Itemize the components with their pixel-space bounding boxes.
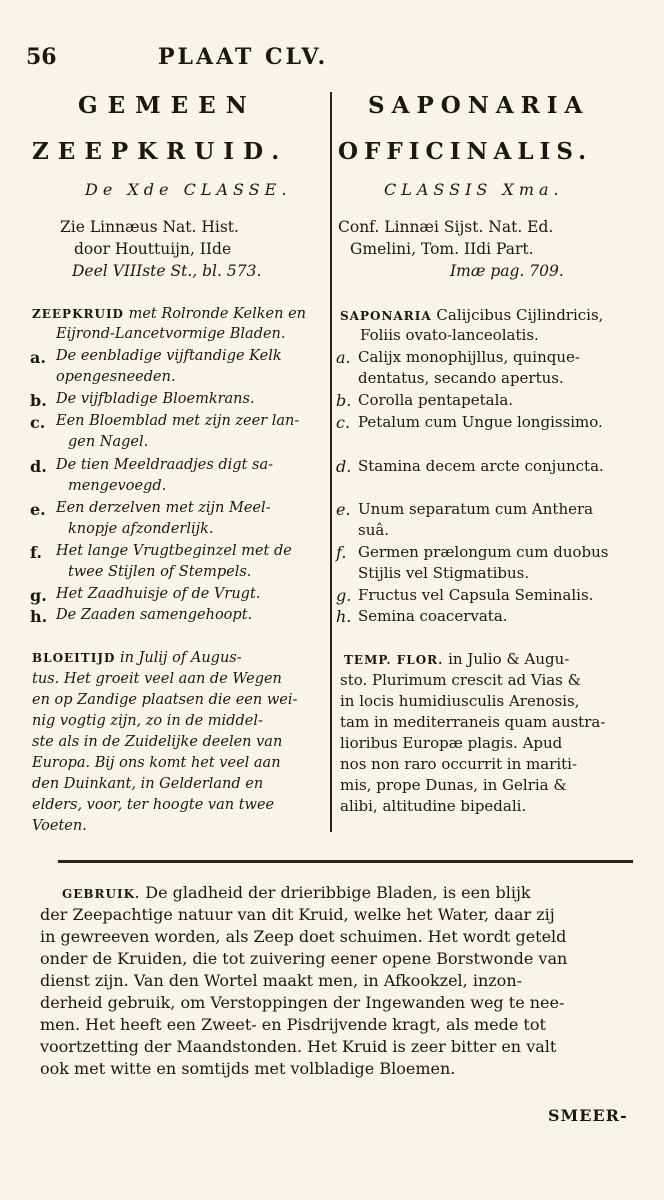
plate-title: PLAAT CLV. [158,44,329,70]
gebruik-line-0 [62,882,531,906]
left-item-label-c: c. [30,413,46,432]
right-item-label-g: g. [336,586,352,605]
left-ref-1: Zie Linnæus Nat. Hist. [60,218,239,236]
right-item-f-line1: Germen prælongum cum duobus [358,543,609,561]
gebruik-line-8: ook met witte en somtijds met volbladige Bloemen. [40,1059,456,1078]
right-item-e-line1: Unum separatum cum Anthera [358,500,594,518]
left-item-label-a: a. [30,348,46,367]
right-item-b-line1: Corolla pentapetala. [358,391,514,409]
gebruik-line-1: der Zeepachtige natuur van dit Kruid, welke het Water, daar zij [40,905,555,924]
left-item-h-line1: De Zaaden samengehoopt. [56,607,253,623]
bloei-line-4: ste als in de Zuidelijke deelen van [32,734,283,750]
right-classis: CLASSIS Xma. [384,180,564,199]
bloei-line-0 [32,650,242,666]
right-item-a-line1: Calijx monophijllus, quinque- [358,348,580,366]
left-item-b-line1: De vijfbladige Bloemkrans. [56,391,255,407]
left-item-label-e: e. [30,500,46,519]
left-desc-2: Eijrond-Lancetvormige Bladen. [56,326,286,342]
left-ref-2: door Houttuijn, IIde [74,240,232,258]
left-item-g-line1: Het Zaadhuisje of de Vrugt. [56,586,261,602]
bloei-line-2: en op Zandige plaatsen die een wei- [32,692,298,708]
section-rule [58,860,633,863]
right-desc-lead: SAPONARIA [340,309,432,323]
right-item-label-h: h. [336,607,352,626]
right-item-label-a: a. [336,348,351,367]
left-item-a-line1: De eenbladige vijftandige Kelk [56,348,282,364]
column-divider [330,92,332,832]
bloei-line-8: Voeten. [32,818,87,834]
left-desc-1 [32,306,306,322]
right-item-f-line2: Stijlis vel Stigmatibus. [358,564,530,582]
left-item-f-line1: Het lange Vrugtbeginzel met de [56,543,292,559]
left-desc-line1: met Rolronde Kelken en [128,306,306,322]
gebruik-text-0: De gladheid der drieribbige Bladen, is een blijk [145,883,531,902]
left-desc-lead: ZEEPKRUID [32,307,124,321]
left-item-label-d: d. [30,457,47,476]
left-item-d-line1: De tien Meeldraadjes digt sa- [56,457,273,473]
bloei-line-7: elders, voor, ter hoogte van twee [32,797,275,813]
left-item-label-f: f. [30,543,42,562]
temp-line-2: in locis humidiusculis Arenosis, [340,692,580,710]
right-desc-1 [340,306,603,324]
bloei-line-5: Europa. Bij ons komt het veel aan [32,755,281,771]
right-ref-2: Gmelini, Tom. IIdi Part. [350,240,534,258]
bloei-line-3: nig vogtig zijn, zo in de middel- [32,713,263,729]
right-item-h-line1: Semina coacervata. [358,607,508,625]
temp-line-5: nos non raro occurrit in mariti- [340,755,578,773]
left-item-a-line2: opengesneeden. [56,369,176,385]
right-item-label-f: f. [336,543,347,562]
right-name-line1: SAPONARIA [368,92,590,119]
bloei-line-6: den Duinkant, in Gelderland en [32,776,264,792]
left-item-e-line1: Een derzelven met zijn Meel- [56,500,271,516]
left-item-d-line2: mengevoegd. [68,478,167,494]
right-item-label-d: d. [336,457,352,476]
temp-line-7: alibi, altitudine bipedali. [340,797,527,815]
gebruik-line-3: onder de Kruiden, die tot zuivering eener opene Borstwonde van [40,949,568,968]
gebruik-line-4: dienst zijn. Van den Wortel maakt men, in Afkookzel, inzon- [40,971,523,990]
right-name-line2: OFFICINALIS. [338,138,593,165]
right-desc-line1: Calijcibus Cijlindricis, [436,306,604,324]
right-item-c-line1: Petalum cum Ungue longissimo. [358,413,603,431]
right-item-label-c: c. [336,413,351,432]
gebruik-line-2: in gewreeven worden, als Zeep doet schuimen. Het wordt geteld [40,927,567,946]
right-desc-2: Foliis ovato-lanceolatis. [360,326,539,344]
temp-line-4: lioribus Europæ plagis. Apud [340,734,563,752]
right-item-g-line1: Fructus vel Capsula Seminalis. [358,586,594,604]
right-item-label-b: b. [336,391,352,410]
left-item-label-g: g. [30,586,47,605]
bloei-lead: BLOEITIJD [32,651,116,665]
temp-line-3: tam in mediterraneis quam austra- [340,713,606,731]
gebruik-line-5: derheid gebruik, om Verstoppingen der Ingewanden weg te nee- [40,993,565,1012]
left-name-line1: GEMEEN [78,92,257,119]
left-classe: De Xde CLASSE. [85,180,292,199]
gebruik-line-6: men. Het heeft een Zweet- en Pisdrijvende kragt, als mede tot [40,1015,546,1034]
left-item-c-line1: Een Bloemblad met zijn zeer lan- [56,413,300,429]
right-item-e-line2: suâ. [358,521,390,539]
left-item-label-b: b. [30,391,47,410]
right-item-a-line2: dentatus, secando apertus. [358,369,564,387]
right-ref-1: Conf. Linnæi Sijst. Nat. Ed. [338,218,554,236]
temp-line-1: sto. Plurimum crescit ad Vias & [340,671,582,689]
left-item-label-h: h. [30,607,48,626]
catchword: SMEER- [548,1106,628,1125]
bloei-text-0: in Julij of Augus- [120,650,242,666]
right-ref-3: Imæ pag. 709. [450,262,564,280]
left-item-f-line2: twee Stijlen of Stempels. [68,564,252,580]
bloei-line-1: tus. Het groeit veel aan de Wegen [32,671,282,687]
left-item-c-line2: gen Nagel. [68,434,149,450]
temp-text-0: in Julio & Augu- [448,650,570,668]
temp-line-6: mis, prope Dunas, in Gelria & [340,776,567,794]
left-name-line2: ZEEPKRUID. [32,138,289,165]
gebruik-lead: GEBRUIK. [62,887,141,901]
page-number: 56 [26,44,57,70]
temp-line-0 [344,650,569,668]
left-ref-3: Deel VIIIste St., bl. 573. [72,262,262,280]
left-item-e-line2: knopje afzonderlijk. [68,521,214,537]
gebruik-line-7: voortzetting der Maandstonden. Het Kruid is zeer bitter en valt [40,1037,557,1056]
right-item-label-e: e. [336,500,351,519]
right-item-d-line1: Stamina decem arcte conjuncta. [358,457,604,475]
temp-lead: TEMP. FLOR. [344,653,444,667]
